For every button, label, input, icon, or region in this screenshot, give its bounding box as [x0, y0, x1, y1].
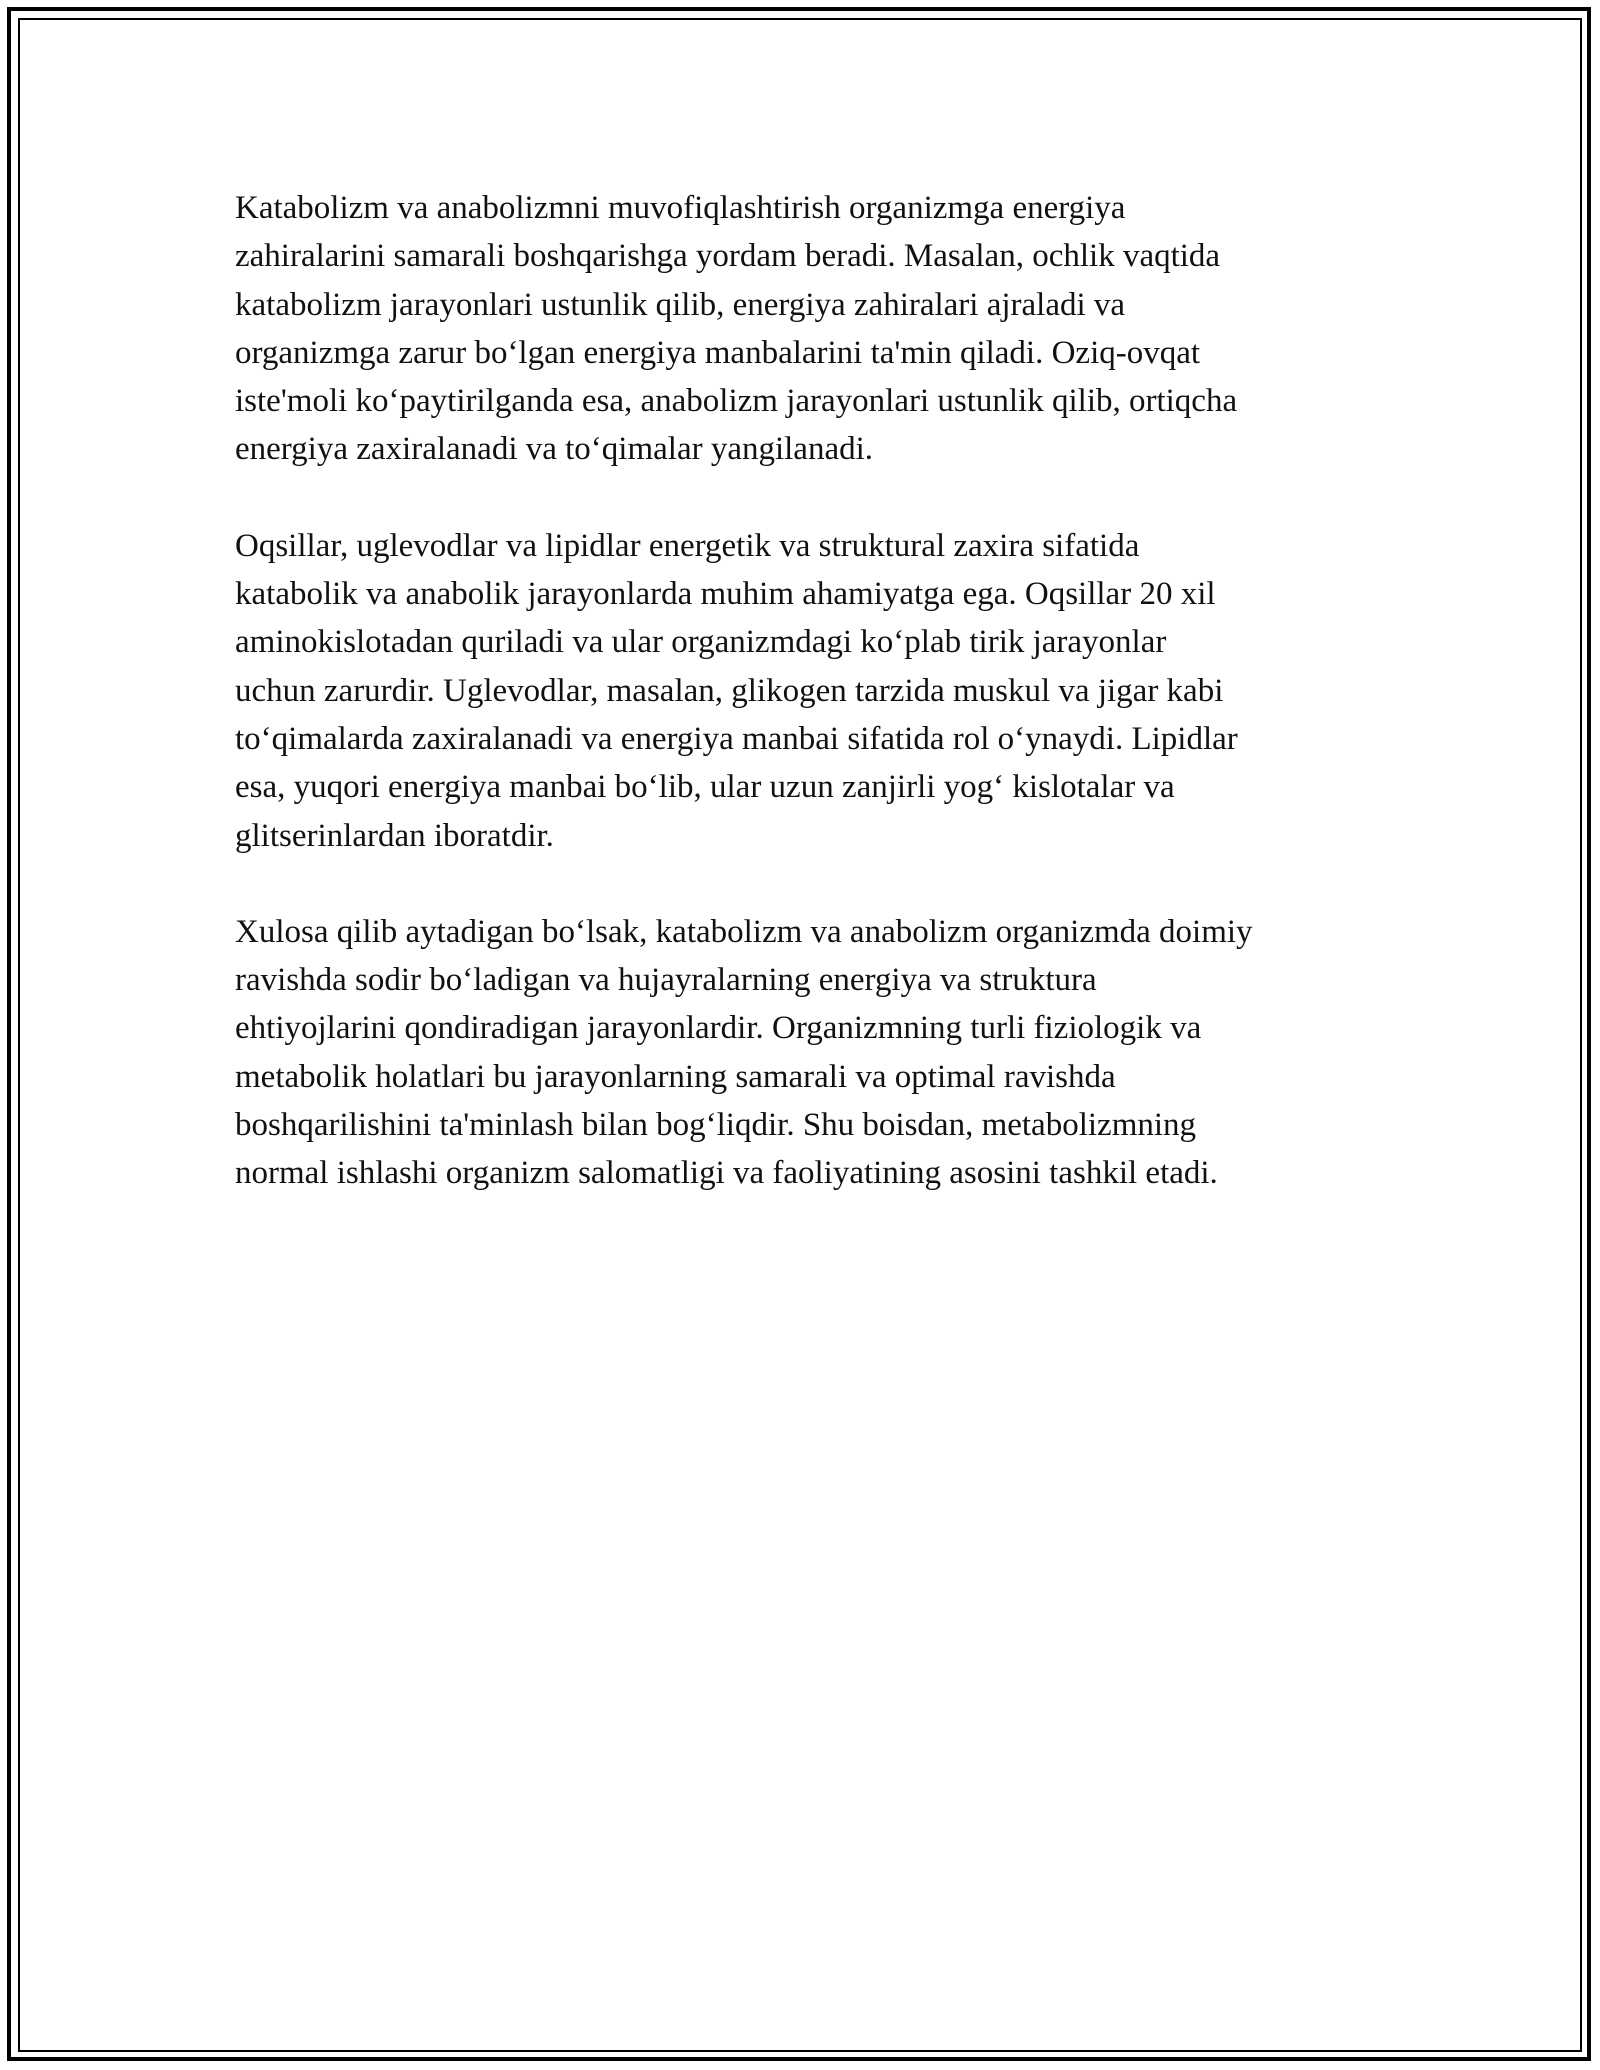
paragraph-proteins-carbohydrates-lipids: Oqsillar, uglevodlar va lipidlar energetik va struktural zaxira sifatida katabolik va anabolik jarayonlarda muhim ahamiyatga ega. Oqsillar 20 xil aminokislotadan quriladi va ular organizmdagi ko‘plab tirik jarayonlar uchun zarurdir. Uglevodlar, masalan, glikogen tarzida muskul va jigar kabi to‘qimalarda zaxiralanadi va energiya manbai sifatida rol o‘ynaydi. Lipidlar esa, yuqori energiya manbai bo‘lib, ular uzun zanjirli yog‘ kislotalar va glitserinlardan iboratdir.: [235, 527, 1238, 854]
document-body: [235, 184, 1395, 1246]
paragraph-conclusion: Xulosa qilib aytadigan bo‘lsak, katabolizm va anabolizm organizmda doimiy ravishda sodir bo‘ladigan va hujayralarning energiya va struktura ehtiyojlarini qondiradigan jarayonlardir. Organizmning turli fiziologik va metabolik holatlari bu jarayonlarning samarali va optimal ravishda boshqarilishini ta'minlash bilan bog‘liqdir. Shu boisdan, metabolizmning normal ishlashi organizm salomatligi va faoliyatining asosini tashkil etadi.: [235, 913, 1253, 1192]
paragraph-catabolism-anabolism-coordination: Katabolizm va anabolizmni muvofiqlashtirish organizmga energiya zahiralarini samarali boshqarishga yordam beradi. Masalan, ochlik vaqtida katabolizm jarayonlari ustunlik qilib, energiya zahiralari ajraladi va organizmga zarur bo‘lgan energiya manbalarini ta'min qiladi. Oziq-ovqat iste'moli ko‘paytirilganda esa, anabolizm jarayonlari ustunlik qilib, ortiqcha energiya zaxiralanadi va to‘qimalar yangilanadi.: [235, 190, 1238, 468]
